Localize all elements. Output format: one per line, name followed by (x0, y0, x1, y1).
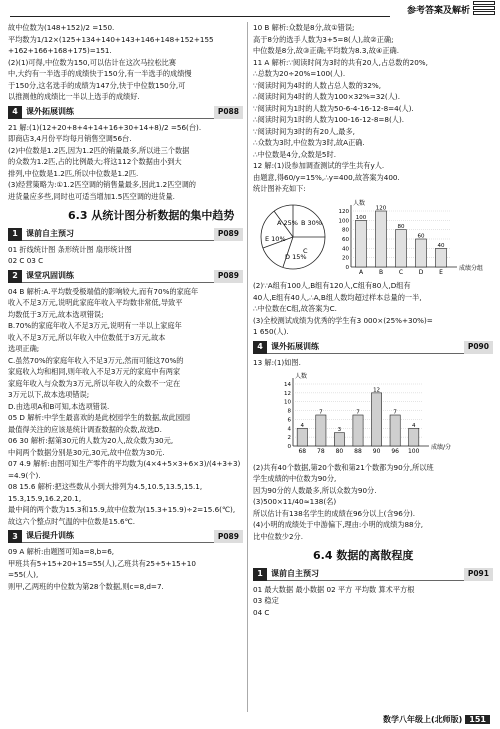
text-line: 均数低于3万元,故本选项错误; (8, 309, 104, 319)
y-tick-label: 40 (342, 245, 349, 252)
bar (376, 211, 387, 267)
pie-label-a: A 25% (277, 218, 298, 227)
text-line: =4.9(个). (8, 470, 41, 480)
text-line: 学生成绩的中位数为90分, (253, 474, 337, 483)
text-line: (3)500×11/40≈138(名) (253, 497, 337, 506)
bar-value-label: 40 (437, 242, 445, 249)
y-tick-label: 80 (342, 227, 349, 234)
header-rule (10, 16, 390, 17)
text-line: 中,大约有一半选手的成绩快于150分,有一半选手的成绩慢 (8, 69, 192, 78)
section-bar (8, 270, 243, 283)
bar-value-label: 4 (300, 422, 305, 429)
y-tick-label: 60 (342, 236, 349, 243)
x-tick-label: 88 (354, 448, 362, 455)
section-page: P089 (214, 270, 243, 283)
y-tick-label: 14 (284, 382, 291, 388)
text-line: 甲班共有5+15+20+15=55(人),乙班共有25+5+15+10 (8, 558, 196, 568)
section-page: P089 (214, 228, 243, 241)
text-line: D.由选项A和B可知,本选项错误. (8, 401, 110, 411)
x-tick-label: 68 (298, 448, 307, 455)
left-column (8, 22, 243, 592)
page-number: 151 (465, 715, 490, 724)
pie-chart (261, 205, 325, 269)
text-line: 的众数为1.2匹,占的比例最大;将这112个数据由小到大 (8, 157, 182, 166)
header-title: 参考答案及解析 (406, 6, 470, 16)
text-line: (3)全校测试成绩为优秀的学生有3 000×(25%+30%)= (253, 315, 433, 325)
x-tick-label: E (439, 268, 443, 276)
text-line: (3)经营策略为:①1.2匹空调的销售量最多,因此1.2匹空调的 (8, 180, 196, 189)
text-block (8, 546, 243, 592)
right-column (253, 22, 493, 618)
text-line: 家庭收入均和相同,则年收入不足3万元的家庭中有两家 (8, 367, 181, 376)
x-tick-label: 100 (407, 448, 420, 455)
pie-and-bar-chart (253, 195, 493, 277)
text-line: ∵阅读时间为4时的人数占总人数的32%, (253, 80, 382, 90)
text-line: 13 解:(1)如图. (253, 357, 301, 367)
bar-chart-2 (284, 372, 451, 455)
section-label: 课外拓展训练 (22, 106, 243, 119)
text-line: 04 B 解析:A.平均数受极端值的影响较大,而有70%的家庭年 (8, 286, 199, 296)
text-line: 最值得关注的应该是统计调查数据的众数,故选D. (8, 424, 162, 434)
section-page: P089 (214, 530, 243, 543)
text-block (8, 122, 243, 203)
text-line: 11 A 解析:∵阅读时间为3时的共有20人,占总数的20%, (253, 57, 428, 67)
text-line: B.70%的家庭年收入不足3万元,说明有一半以上家庭年 (8, 321, 182, 330)
text-line: 故中位数为(148+152)/2 =150. (8, 23, 115, 32)
bar (334, 433, 344, 446)
stats-figure-12 (253, 195, 493, 281)
bar-value-label: 7 (356, 409, 360, 416)
text-line: 08 15.6 解析:把这些数从小到大排列为4.5,10.5,13.5,15.1, (8, 482, 203, 491)
text-line: 21 解:(1)(12+20+8+4+14+16+30+14+8)/2 =56(台). (8, 122, 202, 132)
bar-value-label: 60 (417, 233, 425, 239)
text-line: ∵阅读时间为3时的有20人,最多, (253, 126, 355, 136)
text-line: 选项正确; (8, 344, 40, 353)
text-line: 排列,中位数是1.2匹,所以中位数是1.2匹. (8, 168, 139, 178)
x-axis-label: 成绩分组 (459, 264, 484, 272)
text-line: 15.3,15.9,16.2,20.1, (8, 493, 82, 503)
x-tick-label: 96 (391, 448, 399, 455)
section-number: 3 (8, 530, 22, 543)
section-title: 6.4 数据的离散程度 (313, 549, 414, 562)
section-number: 4 (253, 341, 267, 354)
y-tick-label: 2 (287, 435, 291, 442)
x-tick-label: D (418, 268, 424, 276)
text-line: 12 解:(1)设参加调查测试的学生共有y人. (253, 161, 385, 170)
text-line: 06 30 解析:据第30元的人数为20人,故众数为30元, (8, 436, 174, 445)
section-label: 课后提升训练 (22, 530, 243, 543)
y-tick-label: 20 (342, 255, 349, 262)
text-block (253, 280, 493, 338)
section-label: 课外拓展训练 (267, 341, 493, 354)
bar-value-label: 100 (355, 214, 367, 221)
text-block (253, 357, 493, 369)
section-bar (253, 341, 493, 354)
y-tick-label: 0 (287, 444, 291, 450)
text-line: 04 C (253, 607, 270, 617)
x-tick-label: 80 (335, 448, 344, 455)
section-bar (8, 106, 243, 119)
section-bar (253, 568, 493, 581)
text-line: 于150分,这名选手的成绩为147分,快于中位数150分,可 (8, 80, 186, 90)
y-tick-label: 4 (287, 426, 291, 433)
section-number: 1 (253, 568, 267, 581)
section-page: P090 (464, 341, 493, 354)
section-bar (8, 228, 243, 241)
y-tick-label: 12 (284, 390, 291, 397)
x-tick-label: A (358, 268, 364, 276)
text-line: 以推测他的成绩比一半以上选手的成绩好. (8, 92, 140, 101)
x-axis-label: 成绩/分 (431, 444, 452, 451)
bar (396, 229, 407, 266)
text-block (253, 22, 493, 195)
bar-chart-2-svg (253, 368, 493, 458)
text-line: 家庭年收入与众数为3万元,所以年收入的众数不一定在 (8, 378, 181, 388)
text-line: ∴众数为3时,中位数为3时,故A正确. (253, 138, 365, 147)
y-tick-label: 100 (338, 217, 349, 224)
bar (436, 248, 447, 267)
section-label: 课前自主预习 (267, 568, 493, 581)
pie-label-d: D 15% (285, 252, 307, 261)
text-line: 因为90分的人数最多,所以众数为90分. (253, 485, 377, 495)
text-line: 收入不足3万元,所以年收入中位数低于3万元,故本 (8, 332, 166, 342)
x-tick-label: 78 (317, 448, 325, 455)
x-tick-label: B (378, 268, 384, 276)
bar (371, 393, 381, 446)
text-line: 比中位数少2分. (253, 531, 303, 541)
text-line: (4)小明的成绩处于中游偏下,理由:小明的成绩为88分, (253, 520, 424, 529)
text-line: ∴阅读时间为4时的人数为100×32%=32(人). (253, 92, 400, 101)
bar (316, 415, 326, 446)
text-line: 平均数为1/12×(125+134+140+143+146+148+152+155 (8, 34, 214, 44)
text-line: (2)(1)可得,中位数为150,可以估计在这次马拉松比赛 (8, 57, 177, 67)
section-label: 课堂巩固训练 (22, 270, 243, 283)
text-line: ∴阅读时间为1时的人数为100-16-12-8=8(人). (253, 115, 405, 124)
text-line: 统计图补充如下: (253, 184, 306, 193)
y-tick-label: 8 (287, 408, 291, 415)
bar (356, 220, 367, 267)
text-line: 中位数是8分,故③正确;平均数为8.3,故④正确. (253, 46, 399, 55)
bar-value-label: 120 (375, 205, 387, 211)
text-line: (2)共有40个数据,第20个数和第21个数都为90分,所以班 (253, 462, 434, 472)
text-block (8, 22, 243, 103)
section-label: 课前自主预习 (22, 228, 243, 241)
pie-label-c: C (303, 246, 308, 255)
text-line: 由题意,得60/y=15%,∴y=400,故答案为400. (253, 172, 400, 182)
text-line: 3万元以下,故本选项错误; (8, 390, 90, 399)
text-block (253, 584, 493, 619)
bar (297, 428, 307, 446)
text-line: ∵阅读时间为1时的人数为50-6-4-16-12-8=4(人). (253, 103, 414, 113)
text-line: (2)∵A组有100人,B组有120人,C组有80人,D组有 (253, 281, 411, 290)
x-tick-label: 90 (372, 448, 381, 455)
bar-value-label: 4 (411, 422, 416, 429)
text-line: 07 4.9 解析:由图可知生产零件的平均数为(4×4+5×3+6×3)/(4+3+3) (8, 459, 241, 468)
text-block (8, 244, 243, 267)
text-line: 收入不足3万元,说明此家庭年收入平均数非常低,导致平 (8, 298, 183, 307)
text-line: =55(人), (8, 570, 39, 579)
text-line: 01 折线统计图 条形统计图 扇形统计图 (8, 244, 132, 254)
page-footer (383, 714, 490, 725)
text-line: 所以估计有138名学生的成绩在96分以上(含96分). (253, 508, 416, 518)
bar-value-label: 3 (337, 427, 342, 434)
text-line: 进货量应多些,同时也可适当增加1.5匹空调的进货量. (8, 191, 175, 201)
y-tick-label: 0 (345, 264, 349, 271)
page-header (0, 0, 500, 20)
text-line: +162+166+168+175)=151. (8, 46, 112, 55)
text-line: 即商店3,4月份平均每月销售空调56台. (8, 134, 132, 143)
text-line: 最中间的两个数为15.3和15.9,故中位数为(15.3+15.9)÷2=15.6(℃), (8, 505, 236, 514)
bar-value-label: 7 (393, 409, 397, 416)
text-line: ∴中位数是4分,众数是5时. (253, 149, 336, 159)
text-block (253, 462, 493, 543)
text-line: 02 C 03 C (8, 256, 44, 265)
y-axis-label: 人数 (295, 373, 308, 380)
stats-figure-13 (253, 368, 493, 462)
text-line: 10 B 解析:众数是8分,故①错误; (253, 23, 355, 32)
text-line: 故这六个整点时气温的中位数是15.6℃. (8, 516, 135, 526)
footer-text: 数学八年级上(北师版) (382, 715, 463, 724)
x-tick-label: C (398, 268, 404, 276)
y-axis-label: 人数 (353, 199, 366, 207)
text-line: C.虽然70%的家庭年收入不足3万元,然而可能这70%的 (8, 355, 184, 365)
text-block (8, 286, 243, 528)
pie-label-b: B 30% (301, 218, 322, 227)
section-number: 2 (8, 270, 22, 283)
text-line: 1 650(人). (253, 327, 289, 336)
bar-value-label: 12 (373, 387, 381, 394)
bar-value-label: 80 (397, 223, 405, 230)
text-line: 高于8分的选手人数为3+5=8(人),故②正确; (253, 34, 394, 44)
text-line: (2)中位数是1.2匹,因为1.2匹的销量最多,所以进三个数据 (8, 145, 190, 155)
text-line: 03 稳定 (253, 596, 279, 605)
section-number: 1 (8, 228, 22, 241)
text-line: ∴总数为20÷20%=100(人). (253, 69, 346, 78)
y-tick-label: 6 (287, 417, 291, 424)
text-line: 中间两个数据分别是30元,30元,故中位数为30元. (8, 447, 165, 457)
section-title: 6.3 从统计图分析数据的集中趋势 (68, 209, 235, 222)
bar (416, 239, 427, 267)
bar (353, 415, 363, 446)
text-line: 09 A 解析:由题图可知a=8,b=6, (8, 547, 115, 556)
pie-label-e: E 10% (265, 234, 286, 243)
text-line: ∴中位数在C组,故答案为C. (253, 304, 337, 313)
section-number: 4 (8, 106, 22, 119)
bar (390, 415, 400, 446)
books-icon (473, 1, 495, 15)
section-page: P088 (214, 106, 243, 119)
y-tick-label: 120 (338, 208, 349, 215)
section-bar (8, 530, 243, 543)
section-page: P091 (464, 568, 493, 581)
bar-value-label: 7 (319, 409, 323, 416)
text-line: 01 最大数据 最小数据 02 平方 平均数 算术平方根 (253, 584, 415, 594)
text-line: 05 D 解析:中学生最喜欢的是此校园学生的数据,故此园园 (8, 413, 191, 422)
y-tick-label: 10 (284, 399, 291, 406)
column-divider (247, 22, 248, 712)
text-line: 40人,E组有40人,∴A,B组人数均超过样本总量的一半, (253, 292, 422, 302)
text-line: 则甲,乙两班的中位数为第28个数据,则c=8,d=7. (8, 581, 164, 591)
bar (409, 428, 419, 446)
bar-chart-1 (339, 199, 484, 276)
